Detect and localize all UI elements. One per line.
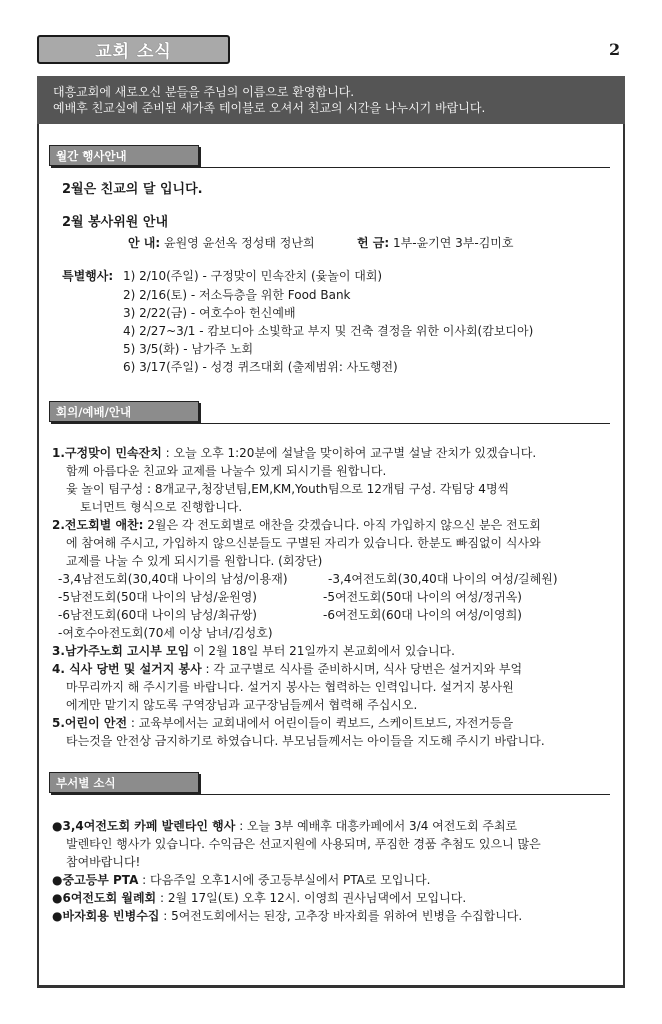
- notice-3-text: 이 2월 18일 부터 21일까지 본교회에서 있습니다.: [189, 644, 455, 658]
- meetings-heading: 회의/예배/안내: [49, 401, 199, 422]
- dept-item-3-title: ●6여전도회 월례회: [52, 891, 157, 905]
- banner-line-2: 예배후 친교실에 준비된 새가족 테이블로 오셔서 친교의 시간을 나누시기 바랍니다.: [53, 101, 486, 115]
- group-item: -3,4여전도회(30,40대 나이의 여성/길혜원): [328, 572, 558, 586]
- dept-item-1: [52, 818, 517, 834]
- notice-1-line: 윷 놀이 팀구성 : 8개교구,청장년팀,EM,KM,Youth팀으로 12개팀 구성. 각팀당 4명씩: [66, 482, 510, 496]
- welcome-banner: [37, 76, 625, 124]
- event-item: 3) 2/22(금) - 여호수아 헌신예배: [123, 306, 296, 320]
- group-item: -여호수아전도회(70세 이상 남녀/김성호): [58, 626, 273, 640]
- notice-2-line: 교제를 나눌 수 있게 되시기를 원합니다. (회장단): [66, 554, 323, 568]
- dept-item-4-text: : 5여전도회에서는 된장, 고추장 바자회를 위하여 빈병을 수집합니다.: [159, 909, 523, 923]
- notice-3: [52, 643, 455, 659]
- notice-2-line: 에 참여해 주시고, 가입하지 않으신분들도 구별된 자리가 있습니다. 한분도 빠짐없이 식사와: [66, 536, 541, 550]
- banner-line-1: 대흥교회에 새로오신 분들을 주님의 이름으로 환영합니다.: [53, 85, 355, 99]
- notice-4: [52, 661, 522, 677]
- notice-1-line: 함께 아름다운 친교와 교제를 나눌수 있게 되시기를 원합니다.: [66, 464, 387, 478]
- dept-item-2-title: ●중고등부 PTA: [52, 873, 139, 887]
- notice-4-text: : 각 교구별로 식사를 준비하시며, 식사 당번은 설거지와 부엌: [201, 662, 523, 676]
- section-divider: [201, 794, 610, 795]
- notice-5: [52, 715, 513, 731]
- notice-1-text: : 오늘 오후 1:20분에 설날을 맞이하여 교구별 설날 잔치가 있겠습니다.: [161, 446, 537, 460]
- section-divider: [201, 423, 610, 424]
- monthly-theme: 2월은 친교의 달 입니다.: [62, 182, 203, 197]
- offering-row: [357, 235, 513, 251]
- dept-item-2: [52, 872, 430, 888]
- departments-heading: 부서별 소식: [49, 772, 199, 793]
- section-divider: [201, 167, 610, 168]
- event-item: 2) 2/16(토) - 저소득층을 위한 Food Bank: [123, 288, 351, 302]
- dept-item-3-text: : 2월 17일(토) 오후 12시. 이영희 권사님댁에서 모입니다.: [156, 891, 467, 905]
- group-item: -6남전도회(60대 나이의 남성/최규쌍): [58, 608, 257, 622]
- dept-item-2-text: : 다음주일 오후1시에 중고등부실에서 PTA로 모입니다.: [138, 873, 431, 887]
- group-item: -6여전도회(60대 나이의 여성/이영희): [323, 608, 522, 622]
- group-item: -5남전도회(50대 나이의 남성/윤원영): [58, 590, 257, 604]
- dept-item-1-line: 참여바랍니다!: [66, 855, 141, 869]
- notice-2-title: 2.전도회별 애찬:: [52, 518, 144, 532]
- monthly-events-heading: 월간 행사안내: [49, 145, 199, 166]
- notice-3-title: 3.남가주노회 고시부 모임: [52, 644, 190, 658]
- notice-1-line: 토너먼트 형식으로 진행합니다.: [80, 500, 243, 514]
- event-item: 5) 3/5(화) - 남가주 노회: [123, 342, 254, 356]
- section-title: 교회 소식: [37, 35, 230, 64]
- event-item: 4) 2/27~3/1 - 캄보디아 소빛학교 부지 및 건축 결정을 위한 이사회(캄보디아): [123, 324, 534, 338]
- notice-5-text: : 교육부에서는 교회내에서 어린이들이 퀵보드, 스케이트보드, 자전거등을: [127, 716, 514, 730]
- dept-item-4: [52, 908, 522, 924]
- dept-item-3: [52, 890, 466, 906]
- guide-names: 윤원영 윤선옥 정성태 정난희: [164, 236, 315, 250]
- group-item: -5여전도회(50대 나이의 여성/정귀옥): [323, 590, 522, 604]
- group-item: -3,4남전도회(30,40대 나이의 남성/이용재): [58, 572, 288, 586]
- page-number: 2: [609, 40, 621, 59]
- notice-4-title: 4. 식사 당번 및 설거지 봉사: [52, 662, 202, 676]
- dept-item-4-title: ●바자회용 빈병수집: [52, 909, 160, 923]
- dept-item-1-text: : 오늘 3부 예배후 대흥카페에서 3/4 여전도회 주최로: [235, 819, 518, 833]
- notice-2: [52, 517, 541, 533]
- notice-1-title: 1.구정맞이 민속잔치: [52, 446, 162, 460]
- notice-4-line: 에게만 맡기지 않도록 구역장님과 교구장님들께서 협력해 주십시오.: [66, 698, 418, 712]
- notice-4-line: 마무리까지 해 주시기를 바랍니다. 설거지 봉사는 협력하는 인력입니다. 설거지 봉사원: [66, 680, 514, 694]
- event-item: 1) 2/10(주일) - 구정맞이 민속잔치 (윷놀이 대회): [123, 269, 383, 283]
- notice-2-text: 2월은 각 전도회별로 애찬을 갖겠습니다. 아직 가입하지 않으신 분은 전도회: [143, 518, 541, 532]
- dept-item-1-title: ●3,4여전도회 카페 발렌타인 행사: [52, 819, 236, 833]
- offering-label: 헌 금:: [357, 236, 390, 250]
- event-item: 6) 3/17(주일) - 성경 퀴즈대회 (출제범위: 사도행전): [123, 360, 398, 374]
- offering-names: 1부-윤기연 3부-김미호: [393, 236, 514, 250]
- notice-5-title: 5.어린이 안전: [52, 716, 128, 730]
- volunteer-row: [128, 235, 315, 251]
- notice-5-line: 타는것을 안전상 금지하기로 하였습니다. 부모님들께서는 아이들을 지도해 주시기 바랍니다.: [66, 734, 545, 748]
- events-label: 특별행사:: [62, 269, 114, 283]
- notice-1: [52, 445, 536, 461]
- dept-item-1-line: 발렌타인 행사가 있습니다. 수익금은 선교지원에 사용되며, 푸짐한 경품 추첨도 있으니 많은: [66, 837, 541, 851]
- bottom-rule: [37, 985, 625, 988]
- guide-label: 안 내:: [128, 236, 161, 250]
- volunteer-title: 2월 봉사위원 안내: [62, 215, 169, 230]
